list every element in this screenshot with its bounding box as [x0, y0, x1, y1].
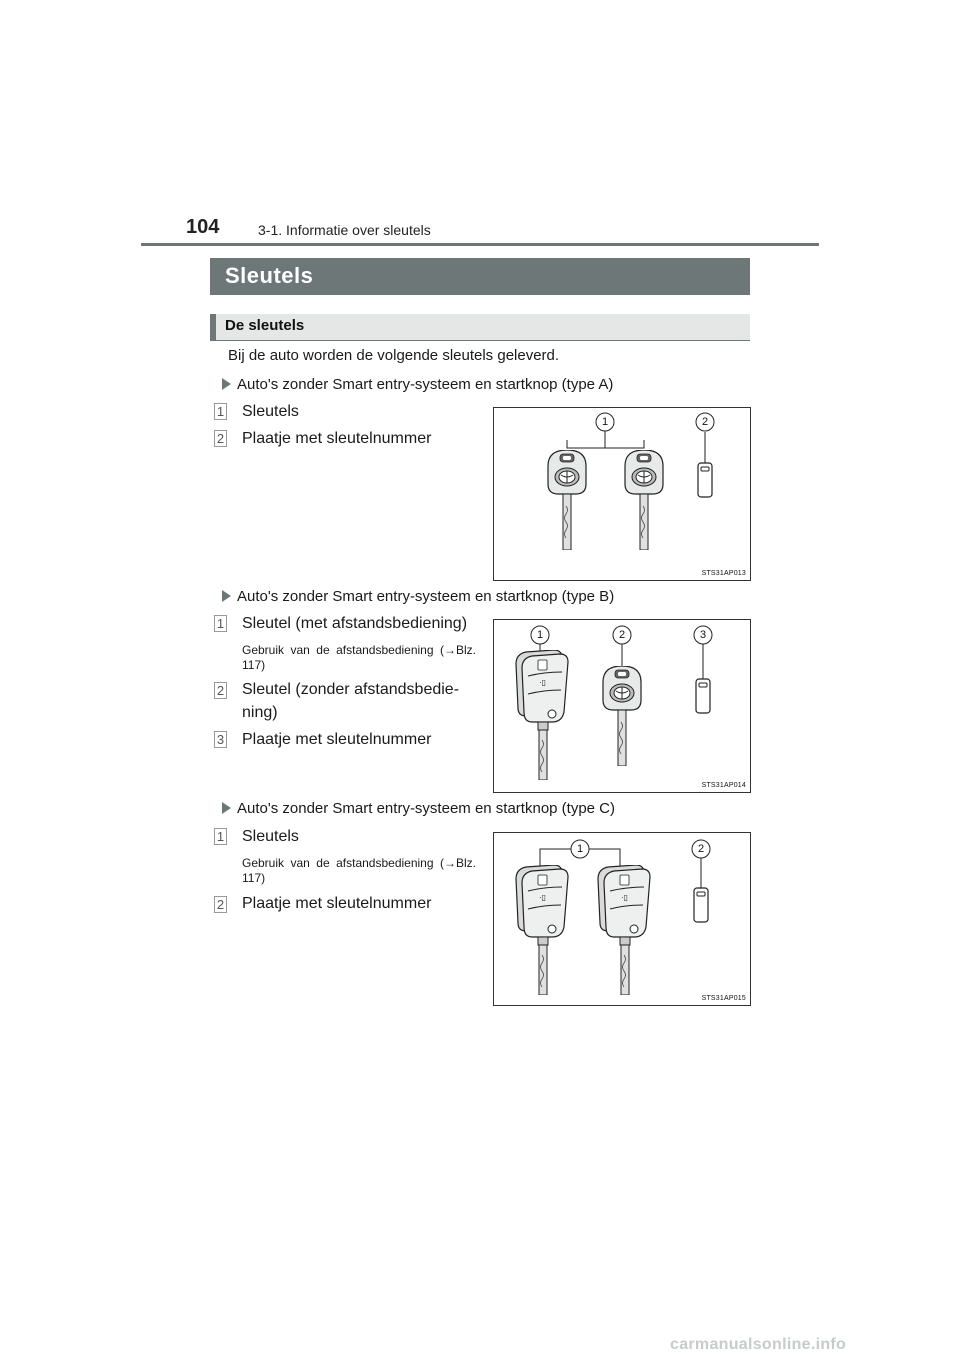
callout-1 [571, 840, 589, 858]
item-key-number-plate-label: Plaatje met sleutelnummer [242, 731, 432, 748]
svg-text:1: 1 [536, 629, 544, 641]
number-2-icon [214, 896, 227, 913]
svg-text:1: 1 [601, 416, 609, 428]
number-1-icon [214, 828, 227, 845]
key-number-plate-illustration [696, 679, 710, 713]
number-3-icon [214, 731, 227, 748]
type-b-heading [222, 588, 614, 605]
figure-type-a [493, 407, 751, 581]
type-c-label: Auto's zonder Smart entry-systeem en startknop (type C) [237, 800, 616, 817]
callout-1 [596, 413, 614, 431]
svg-text:3: 3 [216, 732, 225, 747]
number-1-icon [214, 615, 227, 632]
page-title: Sleutels [225, 263, 314, 288]
intro-text: Bij de auto worden de volgende sleutels geleverd. [228, 347, 560, 364]
item-plain-key-label-line2: ning) [242, 704, 278, 721]
plain-key-label-text: Sleutel (zonder afstandsbedie- [242, 681, 460, 698]
callout-2 [692, 840, 710, 858]
section-heading-bar [210, 314, 750, 341]
item-remote-key-label: Sleutel (met afstandsbediening) [242, 615, 468, 632]
type-b-label: Auto's zonder Smart entry-systeem en startknop (type B) [237, 588, 615, 605]
key-number-plate-illustration [698, 463, 712, 497]
item-keys-label: Sleutels [242, 828, 299, 845]
header-rule [141, 243, 819, 246]
svg-text:1: 1 [216, 404, 225, 419]
key-illustration [548, 450, 586, 550]
remote-key-illustration [598, 865, 650, 995]
callout-2 [613, 626, 631, 644]
section-marker [210, 314, 216, 340]
page-title-banner [210, 258, 750, 295]
svg-text:2: 2 [697, 843, 705, 855]
key-number-plate-illustration [694, 888, 708, 922]
svg-text:1: 1 [216, 829, 225, 844]
type-c-heading [222, 800, 615, 817]
number-2-icon [214, 682, 227, 699]
number-1-icon [214, 403, 227, 420]
svg-text:2: 2 [216, 431, 225, 446]
item-key-number-plate-label: Plaatje met sleutelnummer [242, 895, 432, 912]
item-keys-label: Sleutels [242, 403, 299, 420]
type-a-heading [222, 376, 613, 393]
svg-text:2: 2 [701, 416, 709, 428]
callout-1 [531, 626, 549, 644]
footer-watermark: carmanualsonline.info [670, 1336, 847, 1353]
remote-key-illustration [516, 650, 568, 780]
triangle-bullet-icon [222, 378, 231, 390]
page-number: 104 [186, 216, 220, 238]
figure-code: STS31AP015 [701, 995, 746, 1002]
svg-text:1: 1 [576, 843, 584, 855]
key-illustration [625, 450, 663, 550]
number-2-icon [214, 430, 227, 447]
chapter-title: 3-1. Informatie over sleutels [258, 222, 431, 238]
svg-text:1: 1 [216, 616, 225, 631]
svg-text:2: 2 [216, 683, 225, 698]
callout-3 [694, 626, 712, 644]
svg-text:3: 3 [699, 629, 707, 641]
remote-note: Gebruik van de afstandsbediening (→Blz. 117) [242, 856, 476, 885]
figure-type-b [493, 619, 751, 793]
key-illustration [603, 666, 641, 766]
item-key-number-plate-label: Plaatje met sleutelnummer [242, 430, 432, 447]
item-plain-key-label-line1 [242, 681, 478, 699]
section-heading: De sleutels [225, 317, 305, 334]
remote-key-illustration [516, 865, 568, 995]
remote-note: Gebruik van de afstandsbediening (→Blz. 117) [242, 643, 476, 672]
svg-text:2: 2 [216, 897, 225, 912]
figure-code: STS31AP013 [701, 570, 746, 577]
figure-type-c [493, 832, 751, 1006]
svg-text:2: 2 [618, 629, 626, 641]
figure-code: STS31AP014 [701, 782, 746, 789]
triangle-bullet-icon [222, 802, 231, 814]
type-a-label: Auto's zonder Smart entry-systeem en startknop (type A) [237, 376, 614, 393]
triangle-bullet-icon [222, 590, 231, 602]
callout-2 [696, 413, 714, 431]
